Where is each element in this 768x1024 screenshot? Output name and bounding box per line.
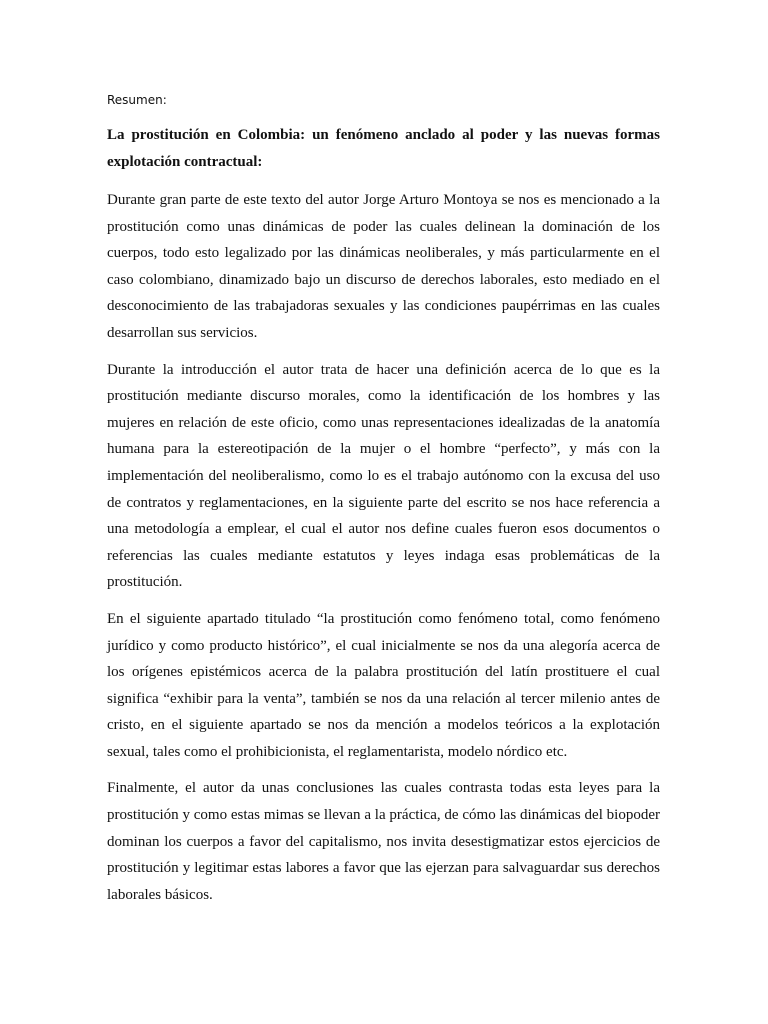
paragraph-4: Finalmente, el autor da unas conclusiones las cuales contrasta todas esta leyes para la prostitución y como estas mimas se llevan a la práctica, de cómo las dinámicas del biopoder dominan los cuerpos a favor del capitalismo, nos invita desestigmatizar estos ejercicios de prostitución y legitimar estas labores a favor que las ejerzan para salvaguardar sus derechos laborales básicos. — [107, 780, 660, 903]
paragraph-3: En el siguiente apartado titulado “la prostitución como fenómeno total, como fenómeno jurídico y como producto histórico”, el cual inicialmente se nos da una alegoría acerca de los orígenes epistémicos acerca de la palabra prostitución del latín prostituere el cual significa “exhibir para la venta”, también se nos da una relación al tercer milenio antes de cristo, en el siguiente apartado se nos da mención a modelos teóricos a la explotación sexual, tales como el prohibicionista, el reglamentarista, modelo nórdico etc. — [107, 610, 660, 760]
document-body — [107, 92, 660, 918]
paragraph-2: Durante la introducción el autor trata de hacer una definición acerca de lo que es la prostitución mediante discurso morales, como la identificación de los hombres y las mujeres en relación de este oficio, como unas representaciones idealizadas de la anatomía humana para la estereotipación de la mujer o el hombre “perfecto”, y más con la implementación del neoliberalismo, como lo es el trabajo autónomo con la excusa del uso de contratos y reglamentaciones, en la siguiente parte del escrito se nos hace referencia a una metodología a emplear, el cual el autor nos define cuales fueron esos documentos o referencias las cuales mediante estatutos y leyes indaga esas problemáticas de la prostitución. — [107, 361, 660, 591]
document-title: La prostitución en Colombia: un fenómeno anclado al poder y las nuevas formas explotación contractual: — [107, 127, 660, 170]
paragraph-1: Durante gran parte de este texto del autor Jorge Arturo Montoya se nos es mencionado a la prostitución como unas dinámicas de poder las cuales delinean la dominación de los cuerpos, todo esto legalizado por las dinámicas neoliberales, y más particularmente en el caso colombiano, dinamizado bajo un discurso de derechos laborales, esto mediado en el desconocimiento de las trabajadoras sexuales y las condiciones paupérrimas en las cuales desarrollan sus servicios. — [107, 192, 660, 341]
summary-label: Resumen: — [107, 93, 167, 107]
